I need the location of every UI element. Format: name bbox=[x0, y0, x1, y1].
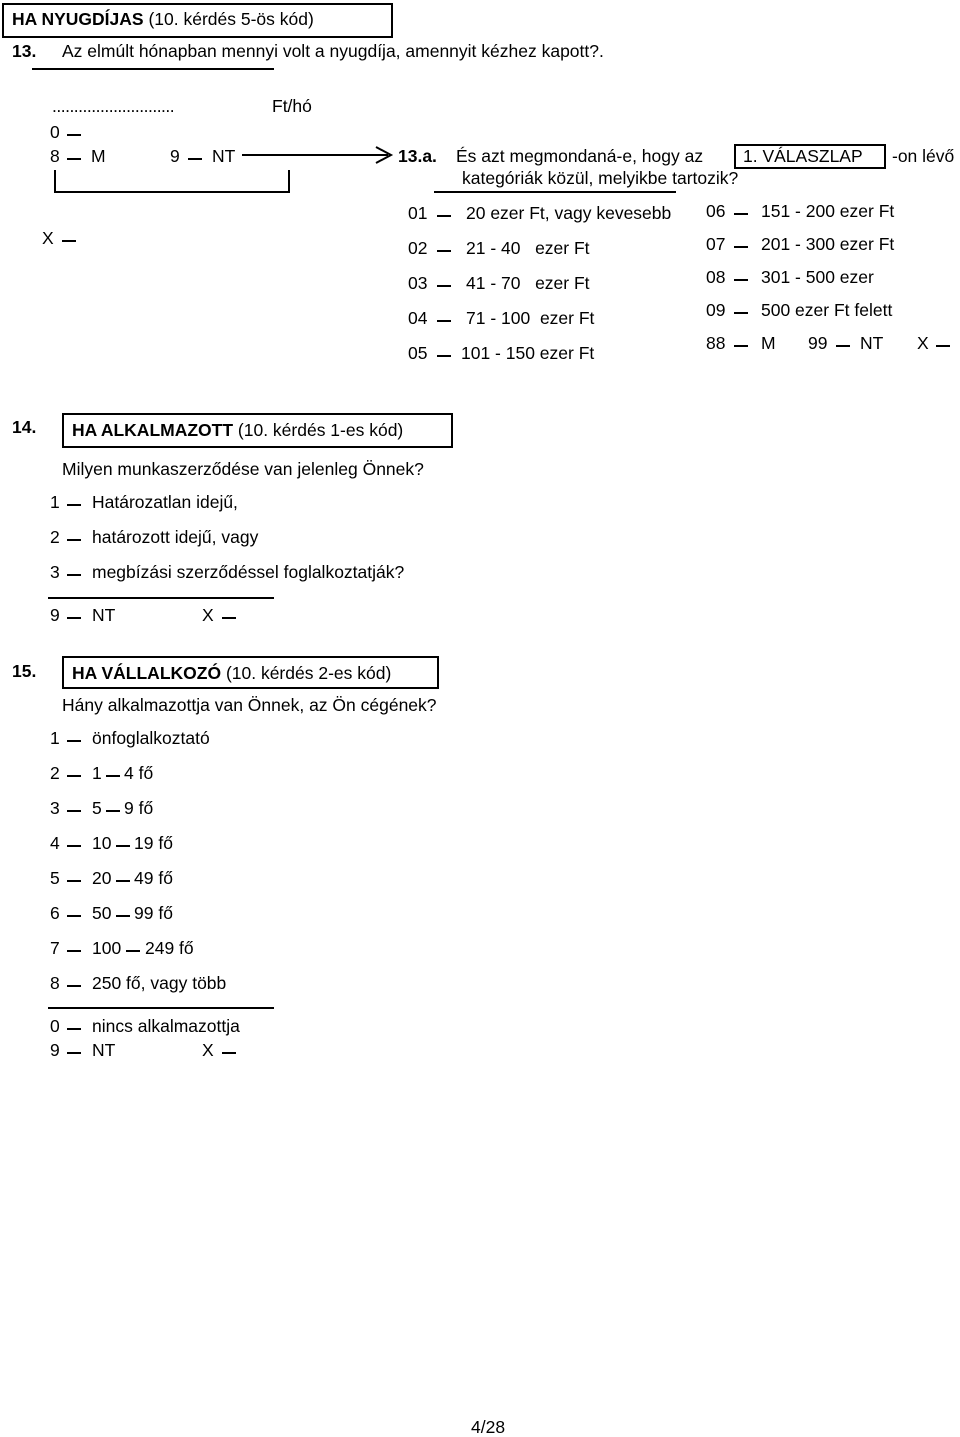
q14-opt-1-code[interactable]: 1 bbox=[50, 492, 60, 512]
q15-code-0-dash bbox=[67, 1028, 81, 1030]
q15-opt-6-b: 99 fő bbox=[134, 903, 173, 923]
q15-opt-2-dash bbox=[67, 775, 81, 777]
q13-code-x-dash bbox=[62, 240, 76, 242]
q14-code-x-dash bbox=[222, 617, 236, 619]
q13-code-8[interactable]: 8 bbox=[50, 146, 60, 166]
q15-code-9[interactable]: 9 bbox=[50, 1040, 60, 1060]
q15-opt-7-b: 249 fő bbox=[145, 938, 194, 958]
q15-opt-6-dash bbox=[67, 915, 81, 917]
q15-opt-7-range-dash bbox=[126, 950, 140, 952]
q14-opt-3-dash bbox=[67, 574, 81, 576]
q15-opt-1-dash bbox=[67, 740, 81, 742]
q15-code-9-label: NT bbox=[92, 1040, 116, 1060]
q15-opt-7-a: 100 bbox=[92, 938, 122, 958]
q15-opt-3-a: 5 bbox=[92, 798, 102, 818]
q13a-opt-06-dash bbox=[734, 213, 748, 215]
q14-header-normal: (10. kérdés 1-es kód) bbox=[237, 420, 404, 440]
q15-opt-8-code[interactable]: 8 bbox=[50, 973, 60, 993]
q13a-code-99-dash bbox=[836, 345, 850, 347]
q13a-opt-09-code[interactable]: 09 bbox=[706, 300, 726, 320]
q15-opt-5-dash bbox=[67, 880, 81, 882]
q15-header-bold: HA VÁLLALKOZÓ bbox=[72, 663, 222, 683]
q13a-number: 13.a. bbox=[398, 146, 437, 166]
q15-opt-8-dash bbox=[67, 985, 81, 987]
q13a-code-88-label: M bbox=[761, 333, 776, 353]
q13a-opt-01-code[interactable]: 01 bbox=[408, 203, 428, 223]
q15-header bbox=[72, 665, 391, 683]
q13a-opt-09-label: 500 ezer Ft felett bbox=[761, 300, 893, 320]
q13a-opt-05-label: 101 - 150 ezer Ft bbox=[461, 343, 595, 363]
q15-opt-2-range-dash bbox=[106, 775, 120, 777]
q15-opt-3-dash bbox=[67, 810, 81, 812]
q13a-opt-01-label: 20 ezer Ft, vagy kevesebb bbox=[466, 203, 672, 223]
q15-header-normal: (10. kérdés 2-es kód) bbox=[225, 663, 392, 683]
q15-opt-4-a: 10 bbox=[92, 833, 112, 853]
q13a-code-99-label: NT bbox=[860, 333, 884, 353]
q15-opt-7-dash bbox=[67, 950, 81, 952]
q14-rule bbox=[48, 597, 274, 599]
q14-code-9-dash bbox=[67, 617, 81, 619]
q13a-opt-02-dash bbox=[437, 250, 451, 252]
q14-opt-1-dash bbox=[67, 504, 81, 506]
q13a-question-part1: És azt megmondaná-e, hogy az bbox=[456, 146, 704, 166]
page-number: 4/28 bbox=[471, 1417, 506, 1437]
q13a-opt-03-dash bbox=[437, 285, 451, 287]
q14-opt-1-label: Határozatlan idejű, bbox=[92, 492, 238, 512]
q13a-opt-04-dash bbox=[437, 320, 451, 322]
q15-opt-6-range-dash bbox=[116, 915, 130, 917]
q13a-opt-08-label: 301 - 500 ezer bbox=[761, 267, 874, 287]
q13-code-8-label: M bbox=[91, 146, 106, 166]
q14-opt-3-label: megbízási szerződéssel foglalkoztatják? bbox=[92, 562, 405, 582]
q15-question: Hány alkalmazottja van Önnek, az Ön cégének? bbox=[62, 695, 437, 715]
q14-question: Milyen munkaszerződése van jelenleg Önnek? bbox=[62, 459, 424, 479]
q13a-code-x[interactable]: X bbox=[917, 333, 929, 353]
q13-header-normal: (10. kérdés 5-ös kód) bbox=[148, 9, 314, 29]
q15-code-0[interactable]: 0 bbox=[50, 1016, 60, 1036]
q15-opt-4-range-dash bbox=[116, 845, 130, 847]
q15-opt-2-a: 1 bbox=[92, 763, 102, 783]
q15-opt-5-range-dash bbox=[116, 880, 130, 882]
q15-opt-2-b: 4 fő bbox=[124, 763, 154, 783]
q15-code-9-dash bbox=[67, 1052, 81, 1054]
q13a-opt-03-code[interactable]: 03 bbox=[408, 273, 428, 293]
q13a-code-88[interactable]: 88 bbox=[706, 333, 726, 353]
q15-opt-4-code[interactable]: 4 bbox=[50, 833, 60, 853]
q13a-opt-04-code[interactable]: 04 bbox=[408, 308, 428, 328]
q14-opt-2-dash bbox=[67, 539, 81, 541]
q15-code-x-dash bbox=[222, 1052, 236, 1054]
q13a-opt-02-code[interactable]: 02 bbox=[408, 238, 428, 258]
q15-rule bbox=[48, 1007, 274, 1009]
q13a-opt-02-label: 21 - 40 ezer Ft bbox=[466, 238, 590, 258]
q13a-opt-08-code[interactable]: 08 bbox=[706, 267, 726, 287]
q15-opt-6-a: 50 bbox=[92, 903, 112, 923]
q13a-code-x-dash bbox=[936, 345, 950, 347]
q13-code-9-label: NT bbox=[212, 146, 236, 166]
q13-header-bold: HA NYUGDÍJAS bbox=[12, 9, 144, 29]
q15-opt-2-code[interactable]: 2 bbox=[50, 763, 60, 783]
q15-number: 15. bbox=[12, 661, 37, 681]
q15-opt-4-b: 19 fő bbox=[134, 833, 173, 853]
q14-header bbox=[72, 422, 403, 440]
q15-opt-7-code[interactable]: 7 bbox=[50, 938, 60, 958]
q15-opt-5-code[interactable]: 5 bbox=[50, 868, 60, 888]
q13a-opt-03-label: 41 - 70 ezer Ft bbox=[466, 273, 590, 293]
q13-question: Az elmúlt hónapban mennyi volt a nyugdíja, amennyit kézhez kapott?. bbox=[62, 41, 604, 61]
q14-number: 14. bbox=[12, 417, 37, 437]
q14-code-9-label: NT bbox=[92, 605, 116, 625]
q14-opt-2-code[interactable]: 2 bbox=[50, 527, 60, 547]
q13-amount-field[interactable]: ............................ bbox=[52, 96, 175, 116]
q15-opt-3-b: 9 fő bbox=[124, 798, 154, 818]
q15-opt-4-dash bbox=[67, 845, 81, 847]
q13a-opt-04-label: 71 - 100 ezer Ft bbox=[466, 308, 595, 328]
q14-code-9[interactable]: 9 bbox=[50, 605, 60, 625]
q13-code-0[interactable]: 0 bbox=[50, 122, 60, 142]
q15-opt-8-label: 250 fő, vagy több bbox=[92, 973, 227, 993]
q14-code-x[interactable]: X bbox=[202, 605, 214, 625]
q14-header-bold: HA ALKALMAZOTT bbox=[72, 420, 234, 440]
q14-opt-3-code[interactable]: 3 bbox=[50, 562, 60, 582]
q15-code-0-label: nincs alkalmazottja bbox=[92, 1016, 240, 1036]
q13a-code-99[interactable]: 99 bbox=[808, 333, 828, 353]
q13-code-9[interactable]: 9 bbox=[170, 146, 180, 166]
q13a-opt-08-dash bbox=[734, 279, 748, 281]
q13a-opt-07-label: 201 - 300 ezer Ft bbox=[761, 234, 895, 254]
q13a-question-line2: kategóriák közül, melyikbe tartozik? bbox=[462, 168, 739, 188]
q13a-opt-01-dash bbox=[437, 215, 451, 217]
q14-opt-2-label: határozott idejű, vagy bbox=[92, 527, 259, 547]
q15-opt-3-range-dash bbox=[106, 810, 120, 812]
q13a-code-88-dash bbox=[734, 345, 748, 347]
q15-opt-6-code[interactable]: 6 bbox=[50, 903, 60, 923]
q13a-opt-06-code[interactable]: 06 bbox=[706, 201, 726, 221]
q15-opt-1-code[interactable]: 1 bbox=[50, 728, 60, 748]
q13a-opt-06-label: 151 - 200 ezer Ft bbox=[761, 201, 895, 221]
q13-code-x[interactable]: X bbox=[42, 228, 54, 248]
q15-opt-1-label: önfoglalkoztató bbox=[92, 728, 210, 748]
q13a-rule bbox=[434, 191, 676, 193]
q13a-question-part2: -on lévő bbox=[892, 146, 955, 166]
q15-code-x[interactable]: X bbox=[202, 1040, 214, 1060]
q13a-opt-05-code[interactable]: 05 bbox=[408, 343, 428, 363]
q13a-opt-07-dash bbox=[734, 246, 748, 248]
q13a-ref-label: 1. VÁLASZLAP bbox=[743, 146, 863, 166]
q13a-opt-05-dash bbox=[437, 355, 451, 357]
q15-opt-5-b: 49 fő bbox=[134, 868, 173, 888]
q15-opt-3-code[interactable]: 3 bbox=[50, 798, 60, 818]
q13a-opt-09-dash bbox=[734, 312, 748, 314]
q13-number: 13. bbox=[12, 41, 37, 61]
q15-opt-5-a: 20 bbox=[92, 868, 112, 888]
q13-amount-unit: Ft/hó bbox=[272, 96, 312, 116]
q13a-opt-07-code[interactable]: 07 bbox=[706, 234, 726, 254]
